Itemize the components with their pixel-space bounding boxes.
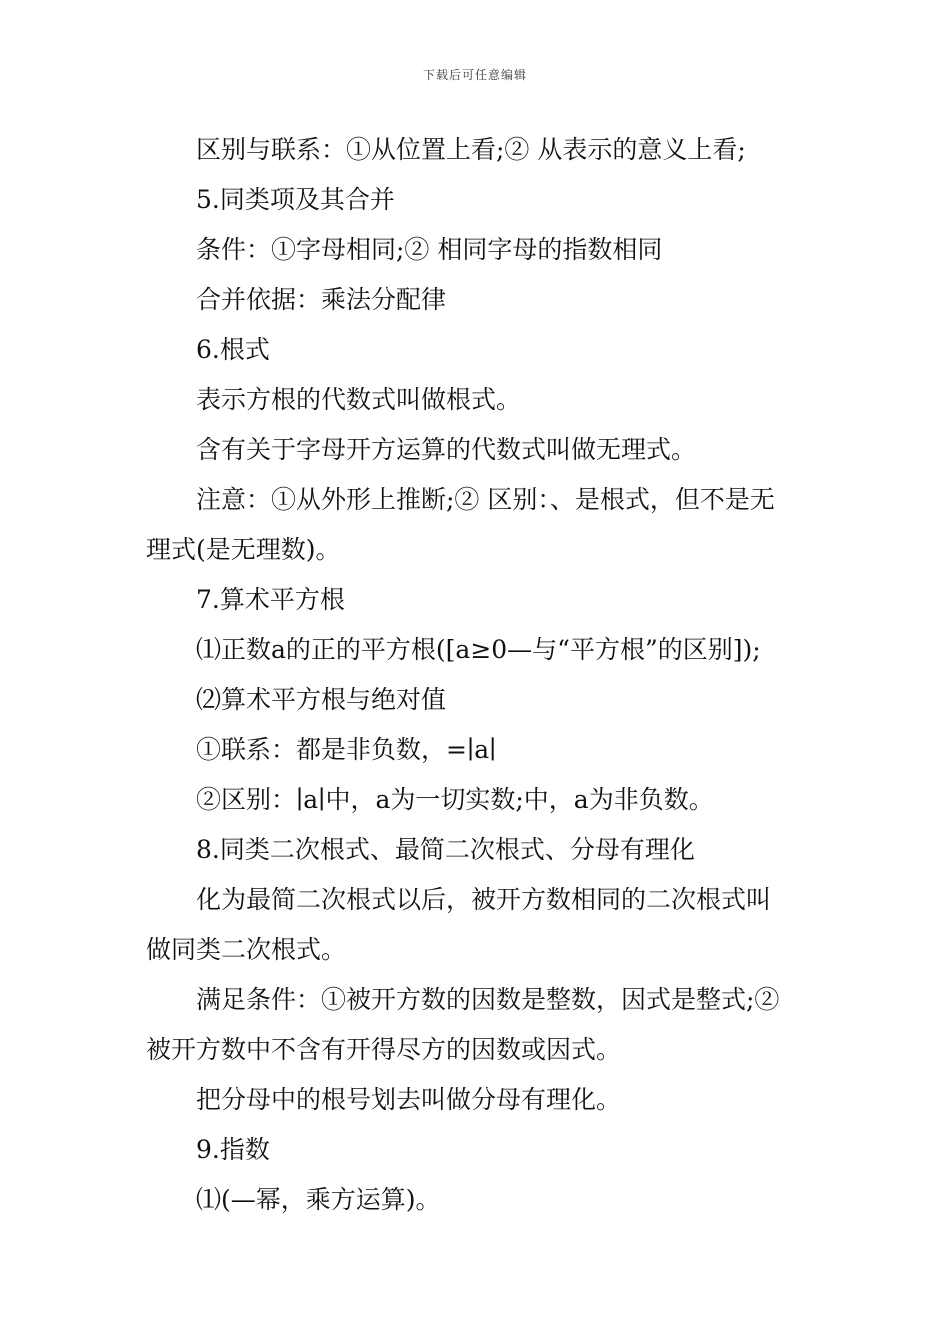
section-heading: 7.算术平方根 <box>196 585 345 614</box>
text-line: 被开方数中不含有开得尽方的因数或因式。 <box>146 1035 622 1064</box>
text-line: ⑴(—幂，乘方运算)。 <box>196 1185 441 1214</box>
text-line: 合并依据：乘法分配律 <box>196 285 447 314</box>
text-line: 化为最简二次根式以后，被开方数相同的二次根式叫 <box>196 885 772 914</box>
document-body <box>146 125 816 1225</box>
text-line: ①联系：都是非负数，=∣a∣ <box>196 735 497 764</box>
section-heading: 9.指数 <box>196 1135 270 1164</box>
text-line: ⑵算术平方根与绝对值 <box>196 685 447 714</box>
text-line: 做同类二次根式。 <box>146 935 347 964</box>
text-line: 区别与联系：①从位置上看;② 从表示的意义上看; <box>196 135 746 164</box>
text-line: 把分母中的根号划去叫做分母有理化。 <box>196 1085 622 1114</box>
text-line: ⑴正数a的正的平方根([a≥0—与“平方根”的区别]); <box>196 635 761 664</box>
text-line: 注意：①从外形上推断;② 区别：、是根式，但不是无 <box>196 485 775 514</box>
section-heading: 8.同类二次根式、最简二次根式、分母有理化 <box>196 835 695 864</box>
page-header: 下载后可任意编辑 <box>422 68 527 82</box>
section-heading: 6.根式 <box>196 335 270 364</box>
section-heading: 5.同类项及其合并 <box>196 185 395 214</box>
text-line: 表示方根的代数式叫做根式。 <box>196 385 522 414</box>
text-line: 含有关于字母开方运算的代数式叫做无理式。 <box>196 435 697 464</box>
text-line: 条件：①字母相同;② 相同字母的指数相同 <box>196 235 663 264</box>
text-line: 满足条件：①被开方数的因数是整数，因式是整式;② <box>196 985 780 1014</box>
text-line: ②区别：∣a∣中，a为一切实数;中，a为非负数。 <box>196 785 714 814</box>
text-line: 理式(是无理数)。 <box>146 535 341 564</box>
